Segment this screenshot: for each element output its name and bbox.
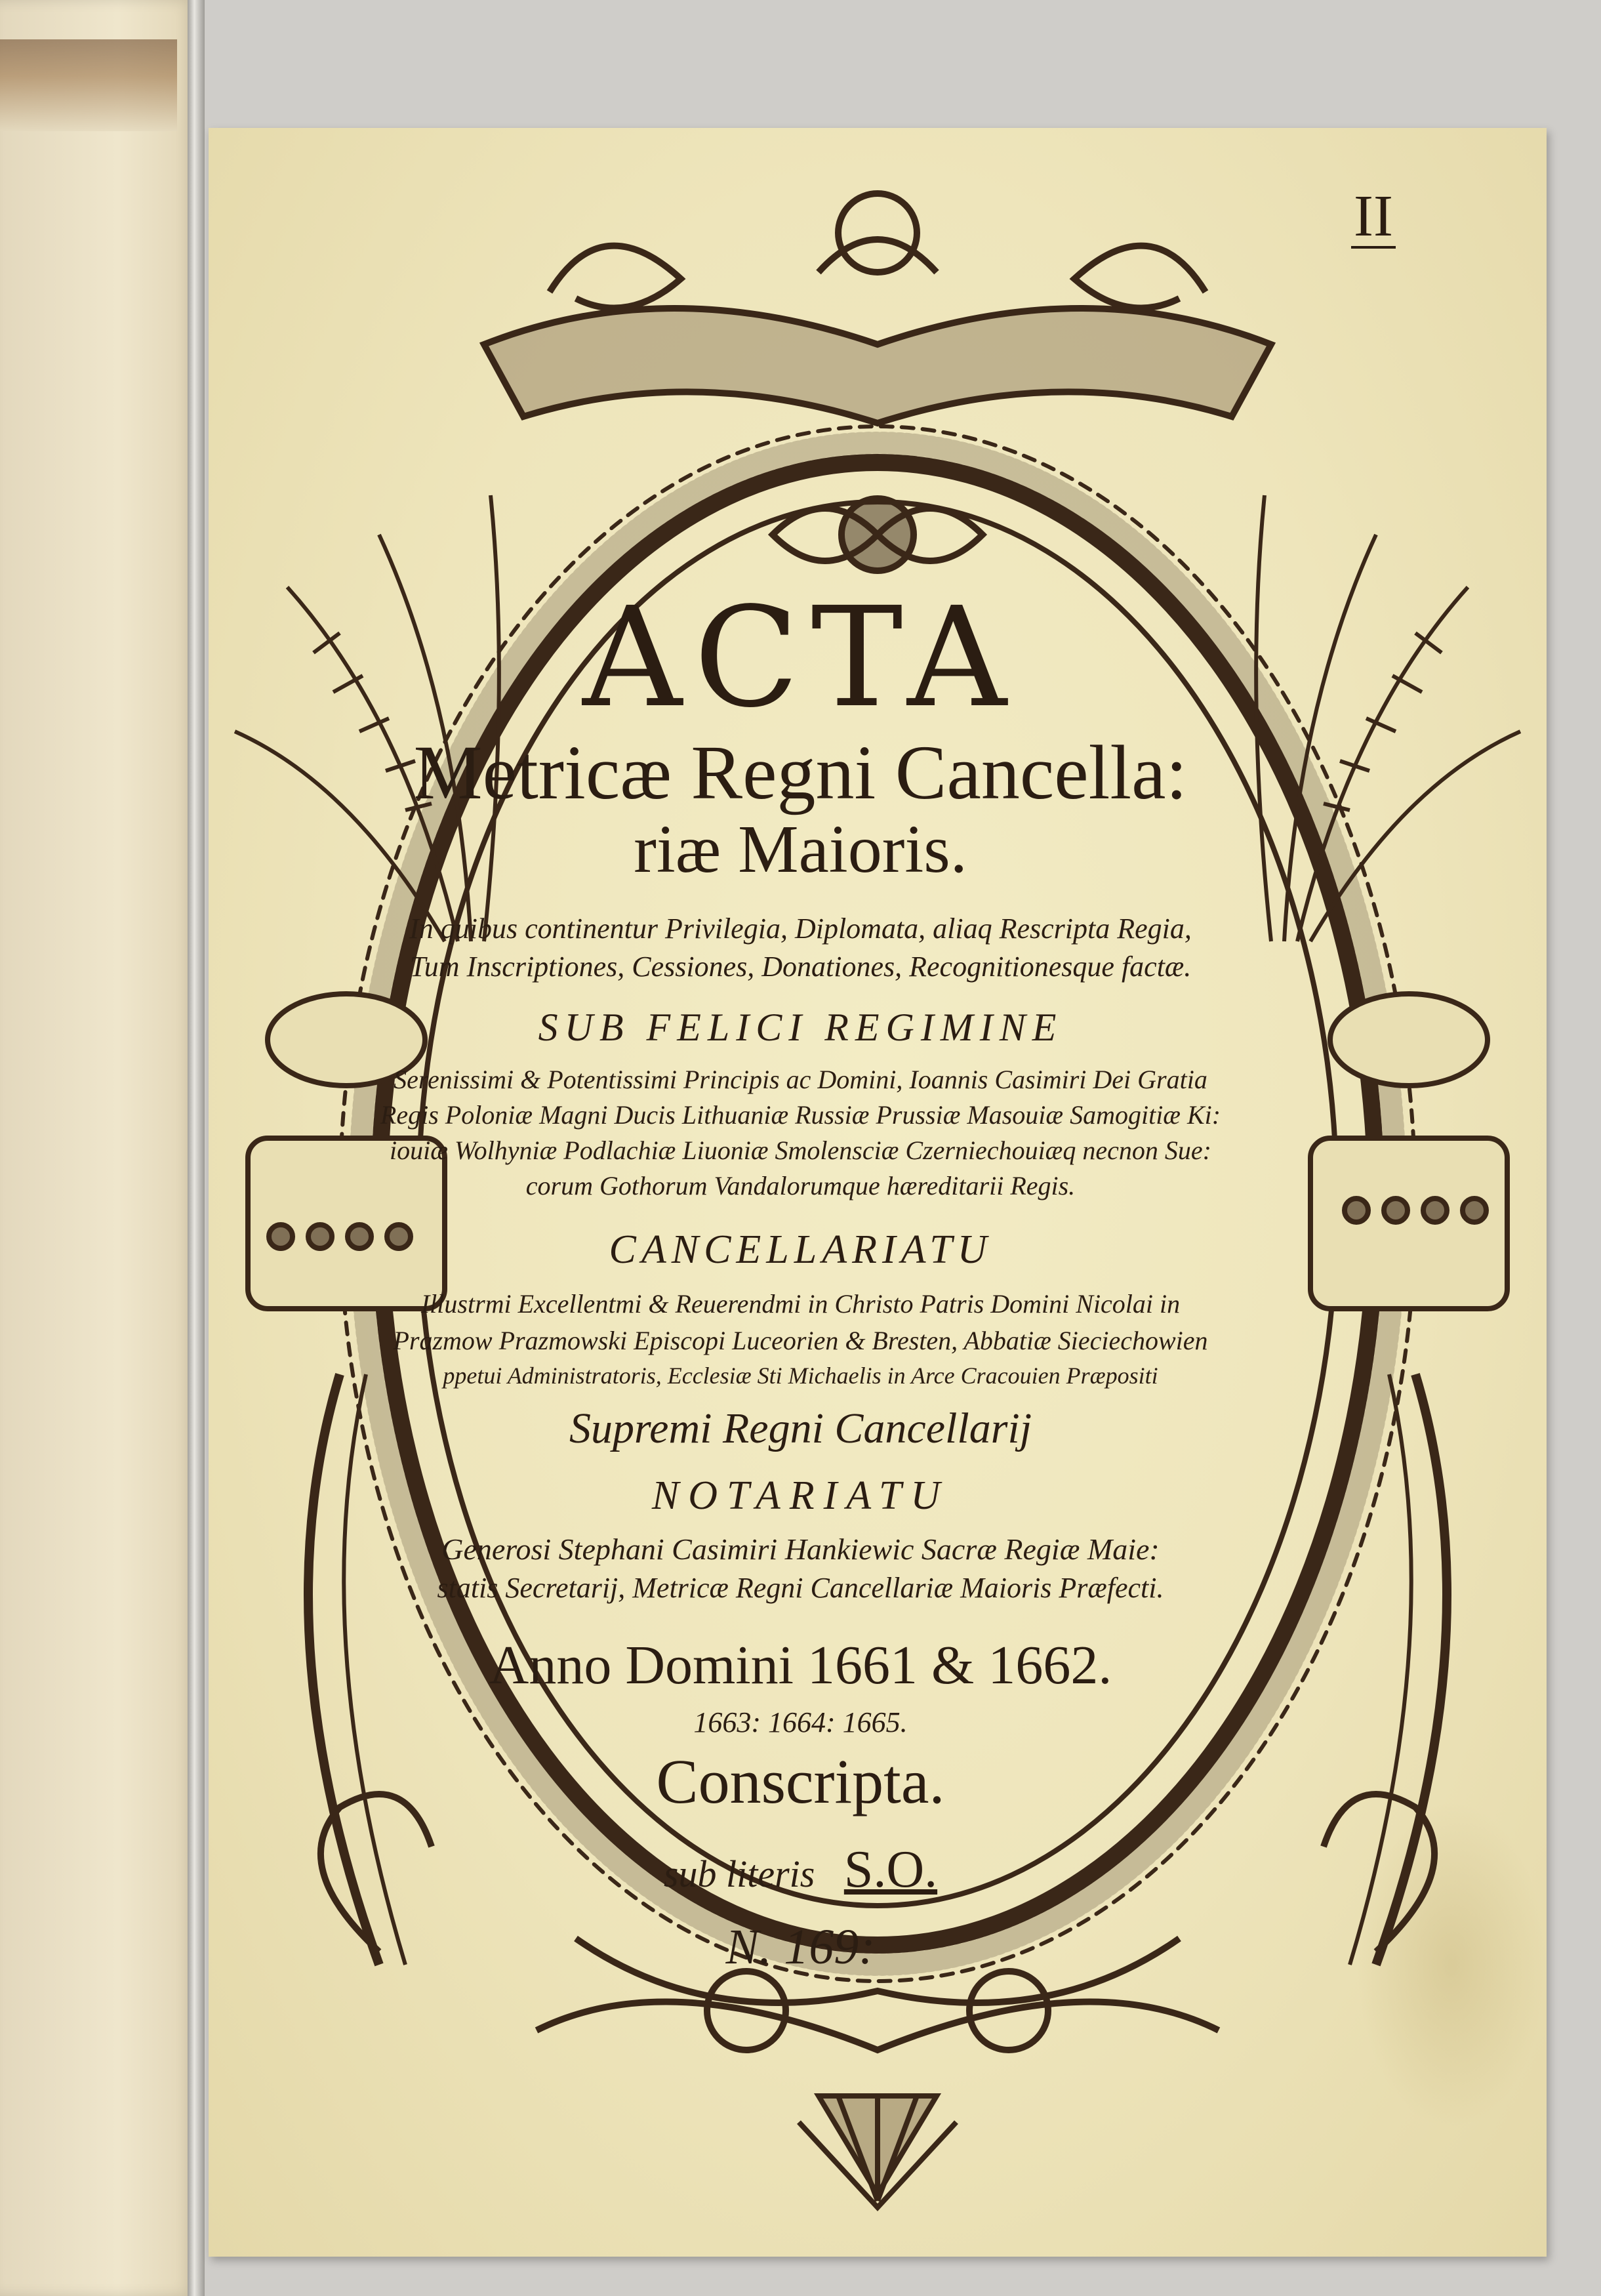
cancellariatu-line: Prazmow Prazmowski Episcopi Luceorien & Bresten, Abbatiæ Sieciechowien (393, 1326, 1208, 1355)
title-line-3: riæ Maioris. (634, 811, 967, 887)
shell-ornament-icon (799, 2096, 956, 2207)
notariatu-heading: NOTARIATU (651, 1473, 950, 1518)
sub-literis-line (0, 1840, 1601, 1900)
cancellariatu-line: Illustrmi Excellentmi & Reuerendmi in Christo Patris Domini Nicolai in (420, 1289, 1181, 1319)
top-crest-icon (484, 194, 1271, 571)
regimine-line: iouiæ Wolhyniæ Podlachiæ Liuoniæ Smolensciæ Czerniechouiæq necnon Sue: (390, 1136, 1211, 1165)
anno-domini-line: Anno Domini 1661 & 1662. (489, 1635, 1112, 1696)
cancellariatu-line: ppetui Administratoris, Ecclesiæ Sti Michaelis in Arce Cracouien Præpositi (443, 1363, 1158, 1389)
title-line-2: Metricæ Regni Cancella: (413, 729, 1188, 815)
notariatu-line: Generosi Stephani Casimiri Hankiewic Sacræ Regiæ Maie: (441, 1532, 1160, 1566)
supremi-line: Supremi Regni Cancellarij (569, 1404, 1032, 1452)
regimine-line: Regis Poloniæ Magni Ducis Lithuaniæ Russiæ Prussiæ Masouiæ Samogitiæ Ki: (380, 1100, 1221, 1130)
conscripta-line: Conscripta. (656, 1746, 945, 1816)
contents-line: In quibus continentur Privilegia, Diplomata, aliaq Rescripta Regia, (409, 912, 1192, 945)
cancellariatu-heading: CANCELLARIATU (609, 1227, 992, 1272)
regimine-line: Serenissimi & Potentissimi Principis ac Domini, Ioannis Casimiri Dei Gratia (394, 1065, 1207, 1094)
regimine-heading: SUB FELICI REGIMINE (538, 1006, 1063, 1049)
notariatu-line: statis Secretarij, Metricæ Regni Cancellariæ Maioris Præfecti. (437, 1572, 1164, 1604)
title-acta: ACTA (582, 577, 1019, 738)
sub-literis-label: sub literis (663, 1853, 815, 1895)
sub-literis-signature: S.O. (843, 1841, 938, 1898)
volume-mark: II (1351, 187, 1396, 249)
contents-line: Tum Inscriptiones, Cessiones, Donationes, Recognitionesque factæ. (409, 951, 1192, 983)
anno-added-years: 1663: 1664: 1665. (693, 1706, 908, 1738)
cover-leather-edge (0, 39, 177, 131)
catalog-number: N. 169: (725, 1919, 876, 1975)
regimine-line: corum Gothorum Vandalorumque hæreditarii Regis. (525, 1171, 1076, 1200)
